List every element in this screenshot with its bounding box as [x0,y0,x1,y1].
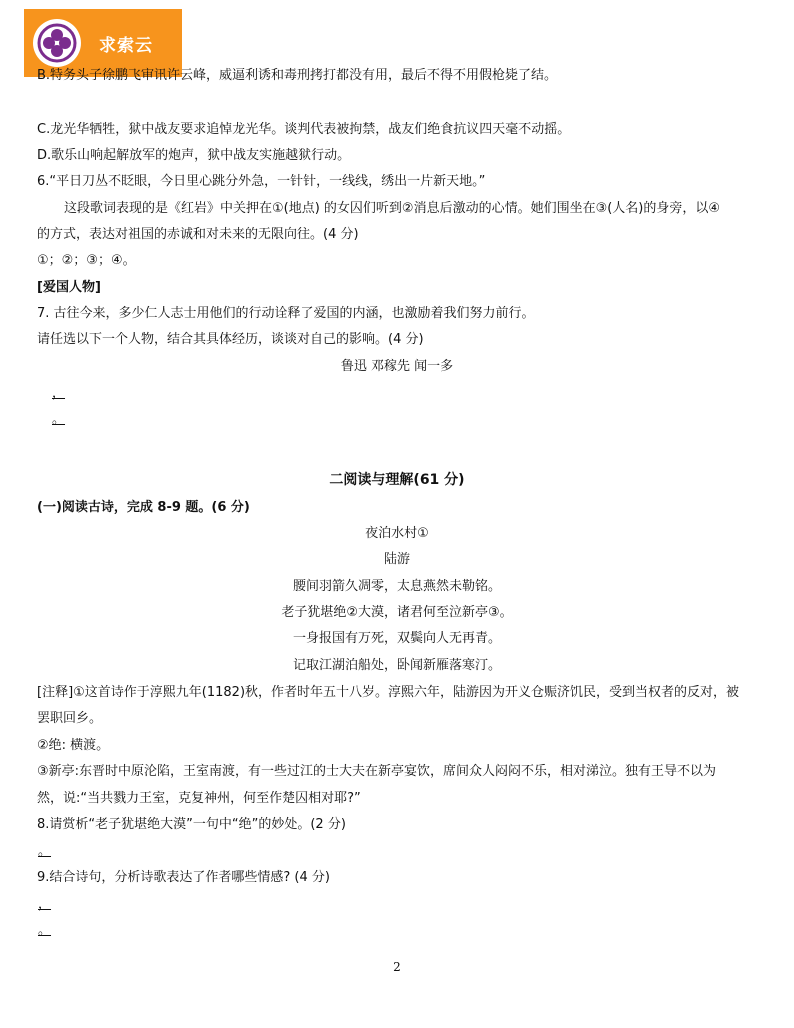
question-7-names: 鲁迅 邓稼先 闻一多 [340,359,454,374]
option-b: B.特务头子徐鹏飞审讯许云峰，威逼利诱和毒刑拷打都没有用，最后不得不用假枪毙了结。 [37,68,558,83]
question-7: 7. 古往今来，多少仁人志士用他们的行动诠释了爱国的内涵，也激励着我们努力前行。 [37,306,535,321]
answer-blank[interactable]: ， [52,386,66,401]
question-7-prompt: 请任选以下一个人物，结合其具体经历，谈谈对自己的影响。(4 分) [37,332,424,347]
poem-line: 腰间羽箭久凋零，太息燕然未勒铭。 [292,579,501,594]
brand-name: 求索云 [99,35,153,56]
poem-author: 陆游 [383,552,410,567]
note-3: ③新亭:东晋时中原沦陷，王室南渡，有一些过江的士大夫在新亭宴饮，席间众人闷闷不乐，相对涕泣。独有王导不以为 [37,764,717,779]
section-2-title: 二阅读与理解(61 分) [329,472,465,488]
note-3-cont: 然，说:“当共戮力王室，克复神州，何至作楚囚相对耶?” [37,791,361,806]
note-1-cont: 罢职回乡。 [37,711,103,726]
question-6-paragraph: 这段歌词表现的是《红岩》中关押在①(地点) 的女囚们听到②消息后激动的心情。她们围坐在③(人名)的身旁，以④ [64,201,721,216]
answer-blank[interactable]: ， [38,897,52,912]
option-c: C.龙光华牺牲，狱中战友要求追悼龙光华。谈判代表被拘禁，战友们绝食抗议四天毫不动摇。 [37,122,571,137]
poem-line: 老子犹堪绝②大漠，诸君何至泣新亭③。 [281,605,513,620]
page-number: 2 [393,960,401,974]
answer-blank[interactable]: 。 [38,844,52,859]
subsection-poem-heading: (一)阅读古诗，完成 8-9 题。(6 分) [37,500,250,515]
note-1: [注释]①这首诗作于淳熙九年(1182)秋，作者时年五十八岁。淳熙六年，陆游因为开义仓赈济饥民，受到当权者的反对，被 [37,685,740,700]
answer-blank[interactable]: 。 [38,923,52,938]
poem-title: 夜泊水村① [365,526,429,541]
flower-logo-icon [33,19,81,67]
question-6-paragraph-cont: 的方式，表达对祖国的赤诚和对未来的无限向往。(4 分) [37,227,359,242]
answer-blank[interactable]: 。 [52,412,66,427]
poem-line: 记取江湖泊船处，卧闻新雁落寒汀。 [292,658,501,673]
question-8: 8.请赏析“老子犹堪绝大漠”一句中“绝”的妙处。(2 分) [37,817,346,832]
option-d: D.歌乐山响起解放军的炮声，狱中战友实施越狱行动。 [37,148,351,163]
question-6-answer-blanks: ①；②；③；④。 [37,253,136,268]
poem-line: 一身报国有万死，双鬓向人无再青。 [292,631,501,646]
question-6: 6.“平日刀丛不眨眼，今日里心跳分外急，一针针，一线线，绣出一片新天地。” [37,174,486,189]
brand-logo [24,9,182,77]
question-9: 9.结合诗句，分析诗歌表达了作者哪些情感? (4 分) [37,870,330,885]
section-heading-patriot: [爱国人物] [37,280,101,295]
note-2: ②绝: 横渡。 [37,738,110,753]
